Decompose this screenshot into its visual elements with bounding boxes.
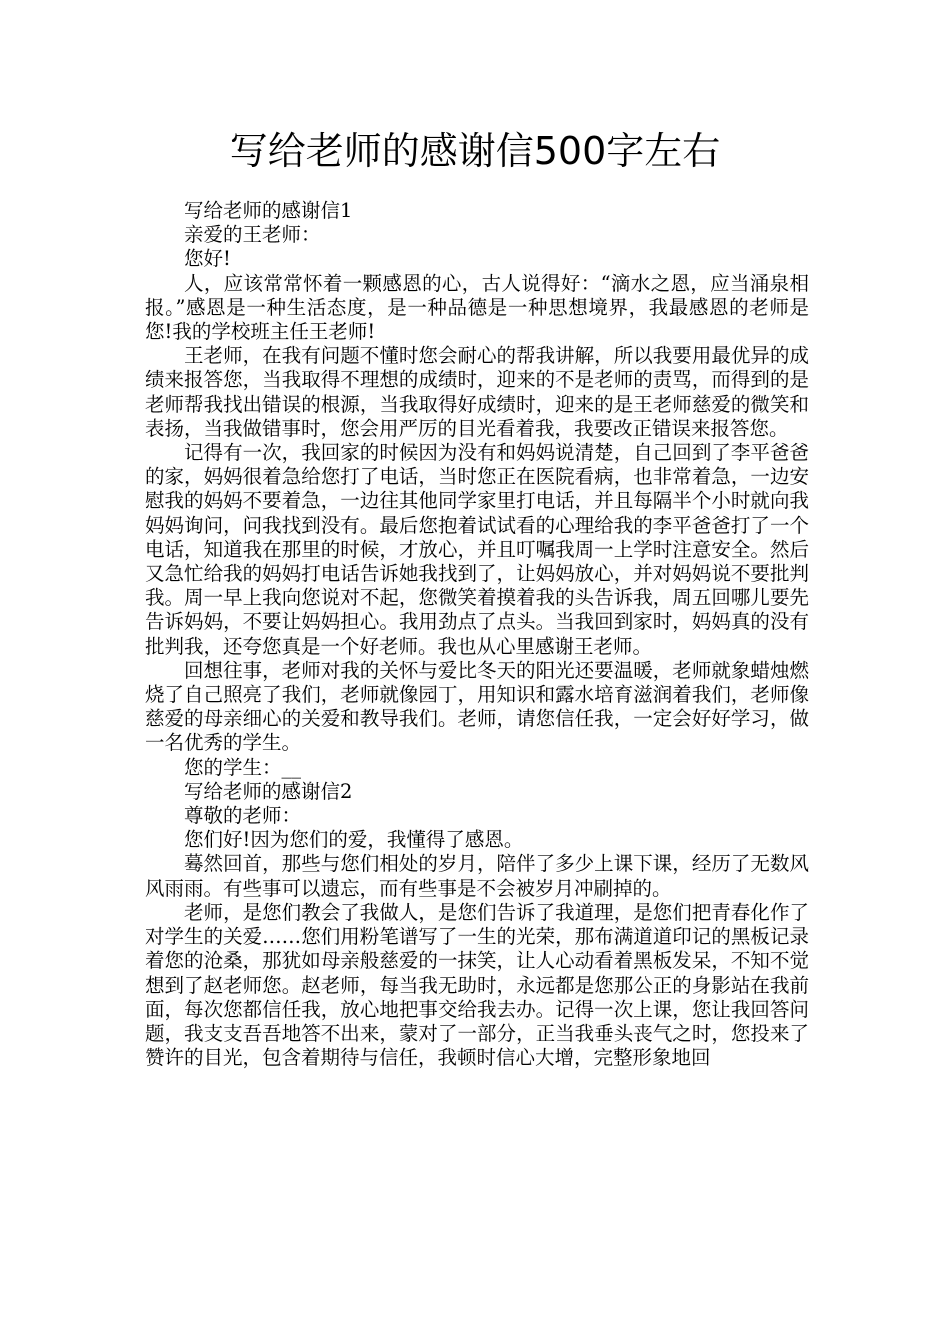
section-heading-letter-1: 写给老师的感谢信1 [184,199,353,222]
body-paragraph: 回想往事，老师对我的关怀与爱比冬天的阳光还要温暖，老师就象蜡烛燃烧了自己照亮了我们，老师就像园丁，用知识和露水培育滋润着我们，老师像慈爱的母亲细心的关爱和教导我们。老师，请您信任我，一定会好好学习，做一名优秀的学生。 [145,658,809,755]
section-heading-letter-2: 写给老师的感谢信2 [184,779,353,803]
signature: 您的学生：__ [184,755,302,779]
body-paragraph: 记得有一次，我回家的时候因为没有和妈妈说清楚，自己回到了李平爸爸的家，妈妈很着急给您打了电话，当时您正在医院看病，也非常着急，一边安慰我的妈妈不要着急，一边往其他同学家里打电话，并且每隔半个小时就向我妈妈询问，问我找到没有。最后您抱着试试看的心理给我的李平爸爸打了一个电话，知道我在那里的时候，才放心，并且叮嘱我周一上学时注意安全。然后又急忙给我的妈妈打电话告诉她我找到了，让妈妈放心，并对妈妈说不要批判我。周一早上我向您说对不起，您微笑着摸着我的头告诉我，周五回哪儿要先告诉妈妈，不要让妈妈担心。我用劲点了点头。当我回到家时，妈妈真的没有批判我，还夸您真是一个好老师。我也从心里感谢王老师。 [145,441,809,658]
salutation: 尊敬的老师： [184,804,302,828]
greeting: 您好! [184,247,231,271]
letter-body [145,199,809,1070]
page-title: 写给老师的感谢信500字左右 [229,129,721,173]
body-paragraph: 王老师，在我有问题不懂时您会耐心的帮我讲解，所以我要用最优异的成绩来报答您，当我取得不理想的成绩时，迎来的不是老师的责骂，而得到的是老师帮我找出错误的根源，当我取得好成绩时，迎来的是王老师慈爱的微笑和表扬，当我做错事时，您会用严厉的目光看着我，我要改正错误来报答您。 [145,344,809,440]
body-paragraph: 老师，是您们教会了我做人，是您们告诉了我道理，是您们把青春化作了对学生的关爱……您们用粉笔谱写了一生的光荣，那布满道道印记的黑板记录着您的沧桑，那犹如母亲般慈爱的一抹笑，让人心动看着黑板发呆，不知不觉想到了赵老师您。赵老师，每当我无助时，永远都是您那公正的身影站在我前面，每次您都信任我，放心地把事交给我去办。记得一次上课，您让我回答问题，我支支吾吾地答不出来，蒙对了一部分，正当我垂头丧气之时，您投来了赞许的目光，包含着期待与信任，我顿时信心大增，完整形象地回 [145,900,809,1070]
greeting: 您们好!因为您们的爱，我懂得了感恩。 [184,828,524,852]
body-paragraph: 蓦然回首，那些与您们相处的岁月，陪伴了多少上课下课，经历了无数风风雨雨。有些事可以遗忘，而有些事是不会被岁月冲刷掉的。 [145,852,809,900]
body-paragraph: 人，应该常常怀着一颗感恩的心，古人说得好：“滴水之恩，应当涌泉相报。”感恩是一种生活态度，是一种品德是一种思想境界，我最感恩的老师是您!我的学校班主任王老师! [145,271,809,344]
salutation: 亲爱的王老师： [184,223,321,247]
